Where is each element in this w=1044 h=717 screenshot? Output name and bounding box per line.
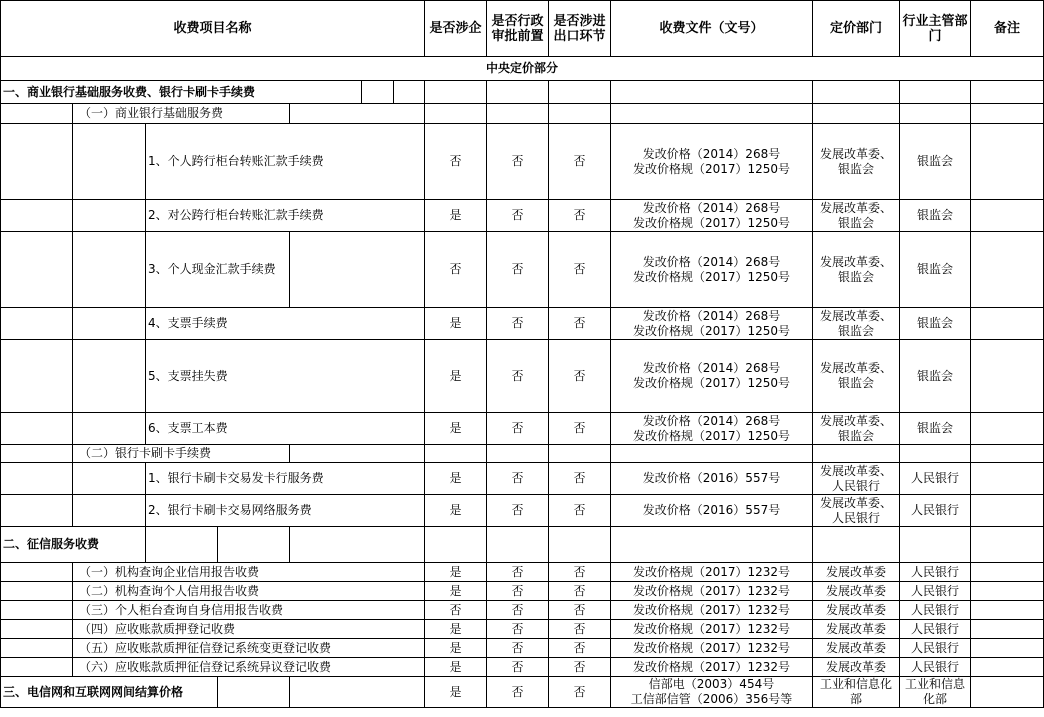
item-name: 6、支票工本费 — [146, 413, 425, 445]
item-name: 1、个人跨行柜台转账汇款手续费 — [146, 124, 425, 200]
cell-enterprise: 否 — [425, 232, 487, 308]
cell-approval: 否 — [487, 563, 549, 582]
cell-import-export: 否 — [549, 620, 611, 639]
cell-pricing: 发展改革委 — [813, 601, 900, 620]
pricing-line: 发展改革委、 — [819, 495, 892, 510]
cell-enterprise: 否 — [425, 124, 487, 200]
group1-row — [1, 81, 1044, 104]
sub2-row — [1, 445, 1044, 463]
cell-approval: 否 — [487, 124, 549, 200]
cell-enterprise: 是 — [425, 620, 487, 639]
doc-line: 发改价格规（2017）1250号 — [632, 269, 791, 284]
sub1-title: （一）商业银行基础服务费 — [73, 104, 290, 124]
table-row — [1, 413, 1044, 445]
cell-import-export: 否 — [549, 639, 611, 658]
cell-pricing — [813, 232, 900, 308]
group2-row — [1, 527, 1044, 563]
cell-enterprise: 是 — [425, 340, 487, 413]
item-name: （一）机构查询企业信用报告收费 — [73, 563, 425, 582]
cell-enterprise: 是 — [425, 463, 487, 495]
cell-pricing — [813, 340, 900, 413]
cell-document: 发改价格规（2017）1232号 — [611, 658, 813, 677]
header-enterprise: 是否涉企 — [425, 1, 487, 57]
pricing-line: 发展改革委、 — [819, 413, 892, 428]
cell-pricing — [813, 124, 900, 200]
pricing-line: 发展改革委、 — [819, 146, 892, 161]
cell-import-export: 否 — [549, 582, 611, 601]
cell-pricing: 发展改革委 — [813, 639, 900, 658]
table-row — [1, 563, 1044, 582]
item-name: （四）应收账款质押登记收费 — [73, 620, 425, 639]
pricing-line: 人民银行 — [831, 478, 880, 493]
cell-industry — [900, 677, 971, 708]
cell-document: 发改价格规（2017）1232号 — [611, 582, 813, 601]
pricing-line: 部 — [849, 692, 862, 706]
cell-enterprise: 是 — [425, 495, 487, 527]
header-approval: 是否行政审批前置 — [487, 1, 549, 57]
header-name: 收费项目名称 — [1, 1, 425, 57]
cell-approval: 否 — [487, 495, 549, 527]
item-name: （三）个人柜台查询自身信用报告收费 — [73, 601, 425, 620]
cell-document — [611, 124, 813, 200]
doc-line: 信部电（2003）454号 — [648, 677, 775, 691]
cell-pricing: 发展改革委 — [813, 620, 900, 639]
doc-line: 发改价格规（2017）1250号 — [632, 376, 791, 390]
sub2-title: （二）银行卡刷卡手续费 — [73, 445, 290, 463]
table-row — [1, 601, 1044, 620]
section-title: 中央定价部分 — [1, 57, 1044, 81]
pricing-line: 工业和信息化 — [819, 677, 892, 691]
header-pricing-dept: 定价部门 — [813, 1, 900, 57]
cell-document: 发改价格规（2017）1232号 — [611, 639, 813, 658]
cell-enterprise: 是 — [425, 200, 487, 232]
table-row — [1, 124, 1044, 200]
cell-import-export: 否 — [549, 232, 611, 308]
cell-approval: 否 — [487, 308, 549, 340]
table-row — [1, 620, 1044, 639]
header-document: 收费文件（文号） — [611, 1, 813, 57]
cell-import-export: 否 — [549, 308, 611, 340]
cell-document — [611, 413, 813, 445]
cell-document: 发改价格（2016）557号 — [611, 495, 813, 527]
table-row — [1, 463, 1044, 495]
doc-line: 发改价格（2014）268号 — [642, 146, 781, 161]
pricing-line: 银监会 — [837, 323, 874, 338]
cell-pricing — [813, 308, 900, 340]
item-name: 2、对公跨行柜台转账汇款手续费 — [146, 200, 425, 232]
cell-document: 发改价格（2016）557号 — [611, 463, 813, 495]
doc-line: 发改价格规（2017）1250号 — [632, 323, 791, 338]
cell-document — [611, 232, 813, 308]
cell-pricing: 发展改革委 — [813, 582, 900, 601]
cell-approval: 否 — [487, 463, 549, 495]
cell-approval: 否 — [487, 639, 549, 658]
cell-approval: 否 — [487, 413, 549, 445]
industry-line: 化部 — [922, 692, 947, 706]
cell-document: 发改价格规（2017）1232号 — [611, 601, 813, 620]
table-row — [1, 495, 1044, 527]
cell-approval: 否 — [487, 232, 549, 308]
cell-industry: 银监会 — [900, 340, 971, 413]
cell-import-export: 否 — [549, 495, 611, 527]
sub1-row — [1, 104, 1044, 124]
pricing-line: 发展改革委、 — [819, 361, 892, 375]
pricing-line: 银监会 — [837, 376, 874, 390]
cell-enterprise: 是 — [425, 639, 487, 658]
cell-enterprise: 是 — [425, 582, 487, 601]
pricing-line: 银监会 — [837, 161, 874, 176]
cell-industry: 人民银行 — [900, 582, 971, 601]
pricing-line: 发展改革委、 — [819, 200, 892, 215]
table-row — [1, 658, 1044, 677]
cell-enterprise: 否 — [425, 601, 487, 620]
item-name: 4、支票手续费 — [146, 308, 425, 340]
cell-document — [611, 308, 813, 340]
item-name: （二）机构查询个人信用报告收费 — [73, 582, 425, 601]
table-row — [1, 308, 1044, 340]
cell-pricing — [813, 677, 900, 708]
table-row — [1, 582, 1044, 601]
pricing-line: 银监会 — [837, 215, 874, 230]
header-row — [1, 1, 1044, 57]
cell-pricing: 发展改革委 — [813, 658, 900, 677]
cell-enterprise: 是 — [425, 563, 487, 582]
cell-industry: 银监会 — [900, 413, 971, 445]
doc-line: 发改价格（2014）268号 — [642, 308, 781, 323]
doc-line: 发改价格（2014）268号 — [642, 254, 781, 269]
doc-line: 工信部信管（2006）356号等 — [630, 692, 793, 706]
cell-pricing — [813, 413, 900, 445]
cell-approval: 否 — [487, 582, 549, 601]
cell-pricing — [813, 495, 900, 527]
cell-approval: 否 — [487, 200, 549, 232]
cell-enterprise: 是 — [425, 308, 487, 340]
cell-import-export: 否 — [549, 563, 611, 582]
cell-document — [611, 677, 813, 708]
cell-industry: 银监会 — [900, 124, 971, 200]
cell-pricing — [813, 463, 900, 495]
cell-import-export: 否 — [549, 601, 611, 620]
pricing-line: 发展改革委、 — [819, 463, 892, 478]
doc-line: 发改价格规（2017）1250号 — [632, 161, 791, 176]
doc-line: 发改价格（2014）268号 — [642, 361, 781, 375]
cell-enterprise: 是 — [425, 413, 487, 445]
group1-title: 一、商业银行基础服务收费、银行卡刷卡手续费 — [1, 81, 362, 104]
pricing-line: 发展改革委、 — [819, 308, 892, 323]
cell-import-export: 否 — [549, 677, 611, 708]
pricing-line: 银监会 — [837, 428, 874, 443]
header-import-export: 是否涉进出口环节 — [549, 1, 611, 57]
cell-document — [611, 340, 813, 413]
cell-import-export: 否 — [549, 658, 611, 677]
item-name: 1、银行卡刷卡交易发卡行服务费 — [146, 463, 425, 495]
pricing-line: 发展改革委、 — [819, 254, 892, 269]
table-row — [1, 200, 1044, 232]
cell-approval: 否 — [487, 677, 549, 708]
cell-document — [611, 200, 813, 232]
cell-industry: 人民银行 — [900, 639, 971, 658]
item-name: 5、支票挂失费 — [146, 340, 425, 413]
cell-industry: 人民银行 — [900, 601, 971, 620]
cell-import-export: 否 — [549, 200, 611, 232]
group3-title: 三、电信网和互联网网间结算价格 — [1, 677, 218, 708]
group2-title: 二、征信服务收费 — [1, 527, 146, 563]
cell-document: 发改价格规（2017）1232号 — [611, 563, 813, 582]
header-industry-dept: 行业主管部门 — [900, 1, 971, 57]
pricing-line: 银监会 — [837, 269, 874, 284]
doc-line: 发改价格（2014）268号 — [642, 413, 781, 428]
cell-industry: 人民银行 — [900, 563, 971, 582]
cell-import-export: 否 — [549, 124, 611, 200]
doc-line: 发改价格（2014）268号 — [642, 200, 781, 215]
cell-enterprise: 是 — [425, 658, 487, 677]
table-row — [1, 639, 1044, 658]
cell-industry: 人民银行 — [900, 495, 971, 527]
cell-enterprise: 是 — [425, 677, 487, 708]
cell-document: 发改价格规（2017）1232号 — [611, 620, 813, 639]
header-remarks: 备注 — [971, 1, 1044, 57]
cell-industry: 银监会 — [900, 308, 971, 340]
cell-pricing: 发展改革委 — [813, 563, 900, 582]
cell-import-export: 否 — [549, 413, 611, 445]
cell-industry: 人民银行 — [900, 620, 971, 639]
doc-line: 发改价格规（2017）1250号 — [632, 428, 791, 443]
table-row — [1, 232, 1044, 308]
cell-import-export: 否 — [549, 340, 611, 413]
item-name: （五）应收账款质押征信登记系统变更登记收费 — [73, 639, 425, 658]
pricing-line: 人民银行 — [831, 510, 880, 525]
item-name: 3、个人现金汇款手续费 — [146, 232, 290, 308]
cell-approval: 否 — [487, 601, 549, 620]
cell-approval: 否 — [487, 620, 549, 639]
item-name: 2、银行卡刷卡交易网络服务费 — [146, 495, 425, 527]
cell-industry: 银监会 — [900, 232, 971, 308]
cell-industry: 银监会 — [900, 200, 971, 232]
section-row — [1, 57, 1044, 81]
cell-approval: 否 — [487, 340, 549, 413]
cell-industry: 人民银行 — [900, 463, 971, 495]
item-name: （六）应收账款质押征信登记系统异议登记收费 — [73, 658, 425, 677]
table-row — [1, 340, 1044, 413]
group3-row — [1, 677, 1044, 708]
doc-line: 发改价格规（2017）1250号 — [632, 215, 791, 230]
cell-pricing — [813, 200, 900, 232]
cell-approval: 否 — [487, 658, 549, 677]
industry-line: 工业和信息 — [904, 677, 965, 691]
cell-industry: 人民银行 — [900, 658, 971, 677]
cell-import-export: 否 — [549, 463, 611, 495]
